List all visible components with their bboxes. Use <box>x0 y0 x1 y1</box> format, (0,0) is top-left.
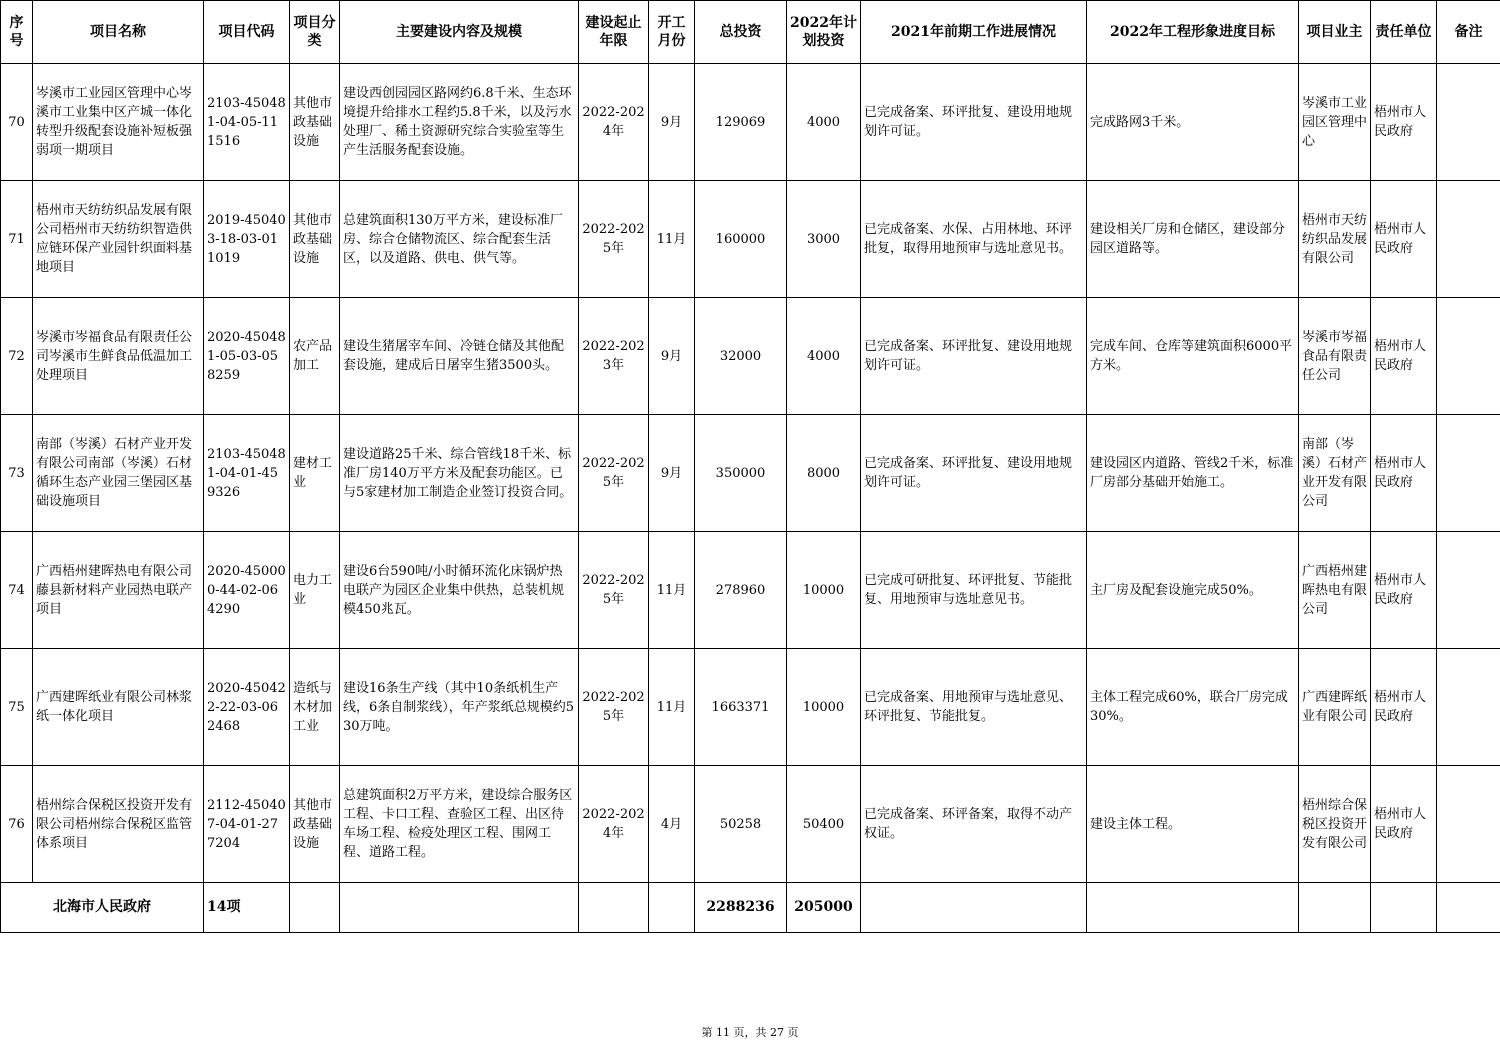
cell-unit: 梧州市人民政府 <box>1371 298 1437 415</box>
cell-period: 2022-2025年 <box>579 649 649 766</box>
cell-category: 其他市政基础设施 <box>290 766 340 883</box>
total-empty-cell <box>1299 883 1371 933</box>
header-row <box>1 1 1500 64</box>
cell-note <box>1437 64 1500 181</box>
total-row <box>1 883 1500 933</box>
cell-code: 2103-450481-04-01-459326 <box>204 415 290 532</box>
cell-total: 129069 <box>695 64 787 181</box>
header-name: 项目名称 <box>33 1 204 64</box>
cell-note <box>1437 298 1500 415</box>
header-note: 备注 <box>1437 1 1500 64</box>
cell-code: 2020-450000-44-02-064290 <box>204 532 290 649</box>
cell-month: 9月 <box>649 64 695 181</box>
header-total: 总投资 <box>695 1 787 64</box>
cell-progress: 已完成备案、环评备案，取得不动产权证。 <box>861 766 1087 883</box>
cell-code: 2112-450407-04-01-277204 <box>204 766 290 883</box>
cell-note <box>1437 766 1500 883</box>
cell-month: 4月 <box>649 766 695 883</box>
cell-unit: 梧州市人民政府 <box>1371 532 1437 649</box>
cell-month: 11月 <box>649 181 695 298</box>
header-period: 建设起止年限 <box>579 1 649 64</box>
total-empty-cell <box>1371 883 1437 933</box>
cell-target: 建设园区内道路、管线2千米，标准厂房部分基础开始施工。 <box>1087 415 1299 532</box>
cell-category: 造纸与木材加工业 <box>290 649 340 766</box>
header-progress: 2021年前期工作进展情况 <box>861 1 1087 64</box>
cell-name: 南部（岑溪）石材产业开发有限公司南部（岑溪）石材循环生态产业园三堡园区基础设施项目 <box>33 415 204 532</box>
header-owner: 项目业主 <box>1299 1 1371 64</box>
total-label: 北海市人民政府 <box>1 883 204 933</box>
cell-target: 主体工程完成60%，联合厂房完成30%。 <box>1087 649 1299 766</box>
cell-name: 岑溪市工业园区管理中心岑溪市工业集中区产城一体化转型升级配套设施补短板强弱项一期项目 <box>33 64 204 181</box>
cell-total: 50258 <box>695 766 787 883</box>
table-row <box>1 181 1500 298</box>
cell-content: 建设西创园园区路网约6.8千米、生态环境提升给排水工程约5.8千米，以及污水处理厂、稀土资源研究综合实验室等生产生活服务配套设施。 <box>340 64 579 181</box>
cell-owner: 梧州综合保税区投资开发有限公司 <box>1299 766 1371 883</box>
cell-name: 梧州市天纺纺织品发展有限公司梧州市天纺纺织智造供应链环保产业园针织面料基地项目 <box>33 181 204 298</box>
header-unit: 责任单位 <box>1371 1 1437 64</box>
header-content: 主要建设内容及规模 <box>340 1 579 64</box>
cell-plan: 8000 <box>787 415 861 532</box>
total-empty-cell <box>861 883 1087 933</box>
cell-period: 2022-2024年 <box>579 64 649 181</box>
cell-no: 75 <box>1 649 33 766</box>
cell-note <box>1437 415 1500 532</box>
total-count: 14项 <box>204 883 290 933</box>
cell-unit: 梧州市人民政府 <box>1371 415 1437 532</box>
cell-total: 350000 <box>695 415 787 532</box>
cell-period: 2022-2025年 <box>579 532 649 649</box>
cell-owner: 岑溪市工业园区管理中心 <box>1299 64 1371 181</box>
cell-plan: 10000 <box>787 649 861 766</box>
table-row <box>1 766 1500 883</box>
cell-plan: 10000 <box>787 532 861 649</box>
table-row <box>1 298 1500 415</box>
cell-progress: 已完成可研批复、环评批复、节能批复、用地预审与选址意见书。 <box>861 532 1087 649</box>
cell-month: 9月 <box>649 298 695 415</box>
cell-owner: 广西梧州建晖热电有限公司 <box>1299 532 1371 649</box>
cell-no: 70 <box>1 64 33 181</box>
cell-note <box>1437 649 1500 766</box>
cell-category: 农产品加工 <box>290 298 340 415</box>
cell-category: 其他市政基础设施 <box>290 181 340 298</box>
cell-target: 主厂房及配套设施完成50%。 <box>1087 532 1299 649</box>
cell-owner: 梧州市天纺纺织品发展有限公司 <box>1299 181 1371 298</box>
total-empty-cell <box>579 883 649 933</box>
header-plan: 2022年计划投资 <box>787 1 861 64</box>
cell-month: 9月 <box>649 415 695 532</box>
cell-owner: 岑溪市岑福食品有限责任公司 <box>1299 298 1371 415</box>
cell-unit: 梧州市人民政府 <box>1371 649 1437 766</box>
cell-content: 建设生猪屠宰车间、冷链仓储及其他配套设施，建成后日屠宰生猪3500头。 <box>340 298 579 415</box>
cell-name: 梧州综合保税区投资开发有限公司梧州综合保税区监管体系项目 <box>33 766 204 883</box>
total-investment: 2288236 <box>695 883 787 933</box>
table-row <box>1 649 1500 766</box>
cell-category: 建材工业 <box>290 415 340 532</box>
cell-target: 完成路网3千米。 <box>1087 64 1299 181</box>
cell-total: 1663371 <box>695 649 787 766</box>
cell-name: 岑溪市岑福食品有限责任公司岑溪市生鲜食品低温加工处理项目 <box>33 298 204 415</box>
cell-period: 2022-2025年 <box>579 415 649 532</box>
cell-total: 32000 <box>695 298 787 415</box>
cell-owner: 南部（岑溪）石材产业开发有限公司 <box>1299 415 1371 532</box>
cell-total: 278960 <box>695 532 787 649</box>
cell-content: 总建筑面积130万平方米，建设标准厂房、综合仓储物流区、综合配套生活区，以及道路、供电、供气等。 <box>340 181 579 298</box>
header-month: 开工月份 <box>649 1 695 64</box>
cell-period: 2022-2025年 <box>579 181 649 298</box>
cell-period: 2022-2023年 <box>579 298 649 415</box>
cell-unit: 梧州市人民政府 <box>1371 64 1437 181</box>
header-code: 项目代码 <box>204 1 290 64</box>
header-target: 2022年工程形象进度目标 <box>1087 1 1299 64</box>
cell-no: 71 <box>1 181 33 298</box>
total-empty-cell <box>290 883 340 933</box>
cell-target: 完成车间、仓库等建筑面积6000平方米。 <box>1087 298 1299 415</box>
cell-content: 总建筑面积2万平方米，建设综合服务区工程、卡口工程、查验区工程、出区待车场工程、检疫处理区工程、围网工程、道路工程。 <box>340 766 579 883</box>
cell-category: 电力工业 <box>290 532 340 649</box>
total-empty-cell <box>1437 883 1500 933</box>
cell-no: 74 <box>1 532 33 649</box>
cell-progress: 已完成备案、水保、占用林地、环评批复，取得用地预审与选址意见书。 <box>861 181 1087 298</box>
cell-code: 2103-450481-04-05-111516 <box>204 64 290 181</box>
cell-content: 建设道路25千米、综合管线18千米、标准厂房140万平方米及配套功能区。已与5家建材加工制造企业签订投资合同。 <box>340 415 579 532</box>
cell-content: 建设16条生产线（其中10条纸机生产线，6条自制浆线），年产浆纸总规模约530万吨。 <box>340 649 579 766</box>
header-no: 序号 <box>1 1 33 64</box>
cell-no: 72 <box>1 298 33 415</box>
header-category: 项目分类 <box>290 1 340 64</box>
cell-progress: 已完成备案、环评批复、建设用地规划许可证。 <box>861 415 1087 532</box>
cell-plan: 50400 <box>787 766 861 883</box>
cell-target: 建设相关厂房和仓储区，建设部分园区道路等。 <box>1087 181 1299 298</box>
cell-progress: 已完成备案、环评批复、建设用地规划许可证。 <box>861 64 1087 181</box>
cell-category: 其他市政基础设施 <box>290 64 340 181</box>
cell-no: 76 <box>1 766 33 883</box>
cell-plan: 3000 <box>787 181 861 298</box>
cell-total: 160000 <box>695 181 787 298</box>
cell-code: 2020-450481-05-03-058259 <box>204 298 290 415</box>
cell-month: 11月 <box>649 649 695 766</box>
cell-name: 广西梧州建晖热电有限公司藤县新材料产业园热电联产项目 <box>33 532 204 649</box>
cell-unit: 梧州市人民政府 <box>1371 181 1437 298</box>
cell-owner: 广西建晖纸业有限公司 <box>1299 649 1371 766</box>
cell-plan: 4000 <box>787 64 861 181</box>
cell-plan: 4000 <box>787 298 861 415</box>
cell-content: 建设6台590吨/小时循环流化床锅炉热电联产为园区企业集中供热，总装机规模450兆瓦。 <box>340 532 579 649</box>
cell-code: 2020-450422-22-03-062468 <box>204 649 290 766</box>
cell-target: 建设主体工程。 <box>1087 766 1299 883</box>
cell-progress: 已完成备案、环评批复、建设用地规划许可证。 <box>861 298 1087 415</box>
cell-no: 73 <box>1 415 33 532</box>
total-empty-cell <box>340 883 579 933</box>
cell-name: 广西建晖纸业有限公司林浆纸一体化项目 <box>33 649 204 766</box>
cell-note <box>1437 181 1500 298</box>
cell-progress: 已完成备案、用地预审与选址意见、环评批复、节能批复。 <box>861 649 1087 766</box>
cell-unit: 梧州市人民政府 <box>1371 766 1437 883</box>
cell-code: 2019-450403-18-03-011019 <box>204 181 290 298</box>
cell-month: 11月 <box>649 532 695 649</box>
page-footer: 第 11 页，共 27 页 <box>0 1024 1500 1040</box>
cell-note <box>1437 532 1500 649</box>
cell-period: 2022-2024年 <box>579 766 649 883</box>
table-row <box>1 64 1500 181</box>
table-row <box>1 415 1500 532</box>
total-empty-cell <box>1087 883 1299 933</box>
total-empty-cell <box>649 883 695 933</box>
table-row <box>1 532 1500 649</box>
total-plan: 205000 <box>787 883 861 933</box>
